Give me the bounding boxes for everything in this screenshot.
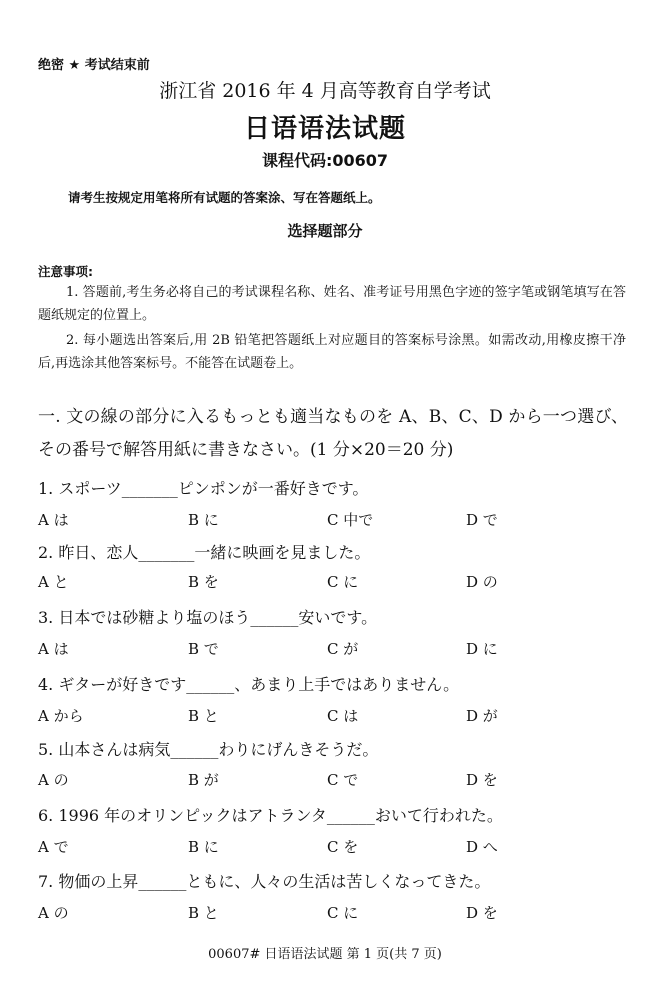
note-item: 2. 每小题选出答案后,用 2B 铅笔把答题纸上对应题目的答案标号涂黑。如需改动,用橡皮擦干净后,再选涂其他答案标号。不能答在试题卷上。: [38, 333, 626, 371]
notes-heading: 注意事项:: [38, 264, 93, 279]
question-options: [38, 571, 598, 593]
option-c: C 中で: [327, 511, 374, 529]
option-b: B で: [188, 640, 219, 658]
option-c: C が: [327, 640, 359, 658]
option-b: B と: [188, 904, 219, 922]
question-options: [38, 902, 598, 924]
question-text: 1. スポーツ_______ピンポンが一番好きです。: [38, 479, 369, 498]
question-text: 2. 昨日、恋人_______一緒に映画を見ました。: [38, 543, 371, 562]
option-b: B が: [188, 771, 219, 789]
option-a: A の: [38, 771, 69, 789]
question-options: [38, 769, 598, 791]
option-d: D の: [466, 573, 498, 591]
question-options: [38, 509, 598, 531]
option-b: B に: [188, 511, 219, 529]
option-d: D を: [466, 771, 498, 789]
option-c: C に: [327, 573, 359, 591]
option-a: A と: [38, 573, 69, 591]
question-text: 7. 物価の上昇______ともに、人々の生活は苦しくなってきた。: [38, 872, 491, 891]
question-options: [38, 705, 598, 727]
question-options: [38, 836, 598, 858]
option-b: B と: [188, 707, 219, 725]
question-options: [38, 638, 598, 660]
question-text: 4. ギターが好きです______、あまり上手ではありません。: [38, 675, 460, 694]
answer-instruction: 请考生按规定用笔将所有试题的答案涂、写在答题纸上。: [68, 190, 381, 205]
page-footer: 00607# 日语语法试题 第 1 页(共 7 页): [208, 947, 442, 962]
option-a: A から: [38, 707, 84, 725]
option-d: D で: [466, 511, 498, 529]
part-one-heading: 一. 文の線の部分に入るもっとも適当なものを A、B、C、D から一つ選び、その番号で解答用紙に書きなさい。(1 分×20＝20 分): [38, 407, 628, 460]
option-a: A で: [38, 838, 69, 856]
subject-title: 日语语法试题: [243, 114, 406, 144]
option-c: C に: [327, 904, 359, 922]
confidential-label: 绝密 ★ 考试结束前: [38, 58, 150, 73]
option-c: C を: [327, 838, 359, 856]
option-d: D に: [466, 640, 498, 658]
section-title: 选择题部分: [287, 222, 363, 240]
option-d: D を: [466, 904, 498, 922]
question-text: 5. 山本さんは病気______わりにげんきそうだ。: [38, 740, 379, 759]
question-text: 6. 1996 年のオリンピックはアトランタ______おいて行われた。: [38, 806, 503, 825]
option-d: D へ: [466, 838, 498, 856]
course-code: 课程代码:00607: [261, 151, 389, 170]
option-a: A は: [38, 640, 69, 658]
option-c: C で: [327, 771, 359, 789]
option-b: B に: [188, 838, 219, 856]
option-a: A の: [38, 904, 69, 922]
option-d: D が: [466, 707, 498, 725]
question-text: 3. 日本では砂糖より塩のほう______安いです。: [38, 608, 378, 627]
exam-title: 浙江省 2016 年 4 月高等教育自学考试: [159, 80, 491, 102]
option-a: A は: [38, 511, 69, 529]
option-b: B を: [188, 573, 219, 591]
note-item: 1. 答题前,考生务必将自己的考试课程名称、姓名、准考证号用黑色字迹的签字笔或钢笔填写在答题纸规定的位置上。: [38, 285, 626, 323]
option-c: C は: [327, 707, 359, 725]
